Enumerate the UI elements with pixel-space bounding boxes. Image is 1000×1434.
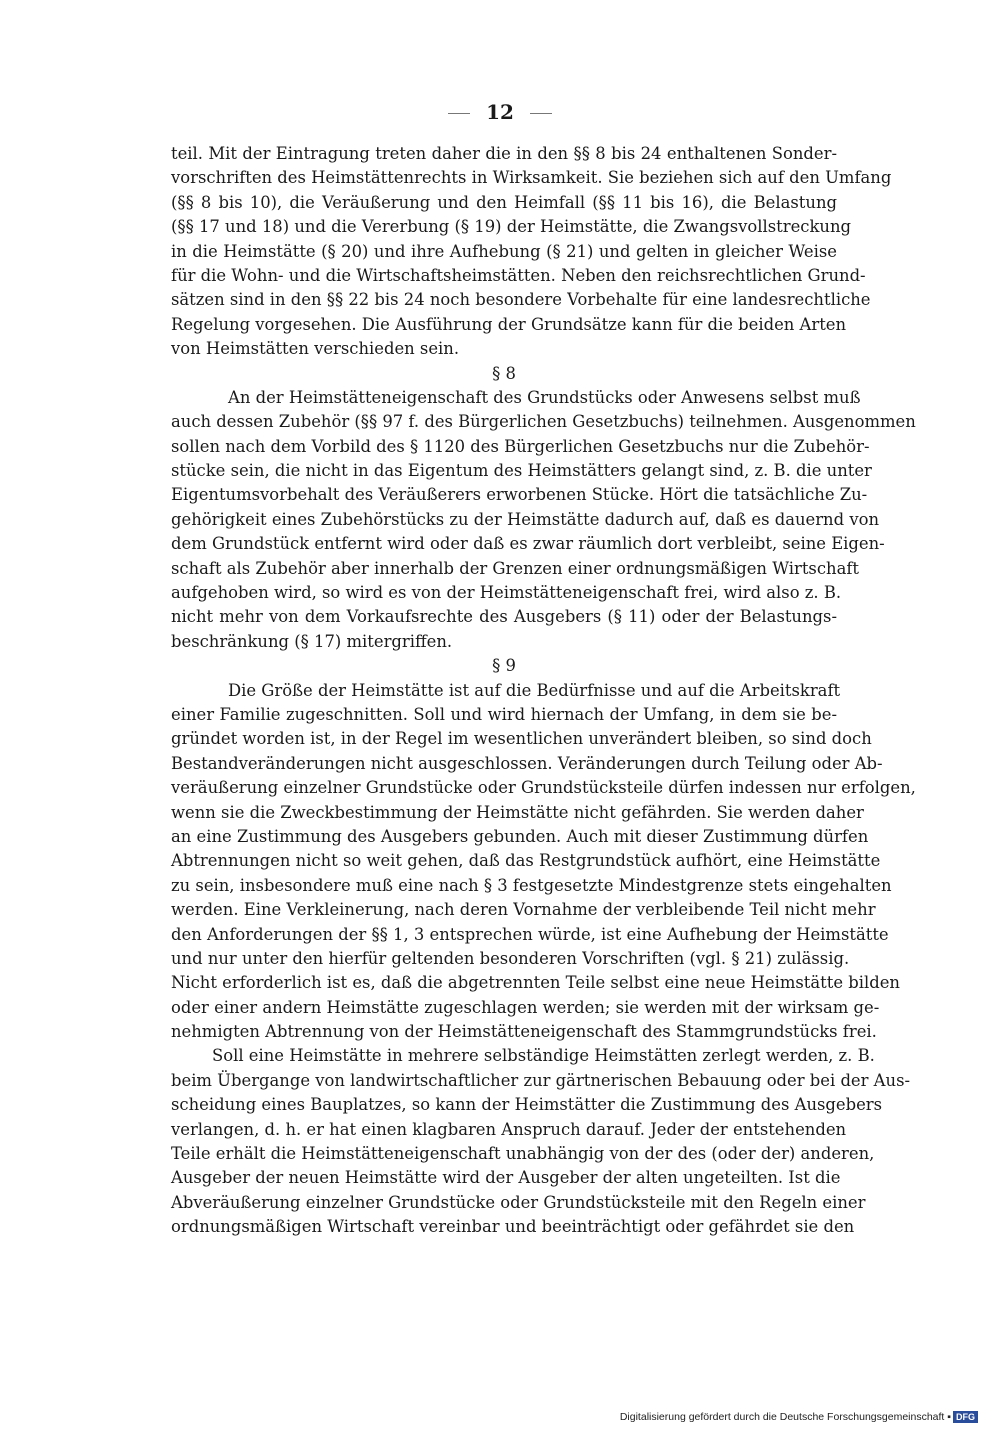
text-line: sollen nach dem Vorbild des § 1120 des Bürgerlichen Gesetzbuchs nur die Zubehör- bbox=[171, 436, 870, 456]
text-line: Regelung vorgesehen. Die Ausführung der Grundsätze kann für die beiden Arten bbox=[171, 314, 847, 334]
footer-text: Digitalisierung gefördert durch die Deutsche Forschungsgemeinschaft bbox=[619, 1411, 945, 1423]
text-line: Nicht erforderlich ist es, daß die abgetrennten Teile selbst eine neue Heimstätte bilden bbox=[171, 973, 900, 993]
text-line: Teile erhält die Heimstätteneigenschaft unabhängig von der des (oder der) anderen, bbox=[171, 1144, 875, 1164]
text-line: veräußerung einzelner Grundstücke oder Grundstücksteile dürfen indessen nur erfolgen, bbox=[171, 778, 916, 798]
header-dash-right bbox=[530, 113, 552, 114]
text-line: teil. Mit der Eintragung treten daher die in den §§ 8 bis 24 enthaltenen Sonder- bbox=[171, 144, 837, 163]
text-line: Abveräußerung einzelner Grundstücke oder Grundstücksteile mit den Regeln einer bbox=[171, 1192, 866, 1212]
text-line: Soll eine Heimstätte in mehrere selbständige Heimstätten zerlegt werden, z. B. bbox=[212, 1046, 875, 1066]
page-header bbox=[0, 100, 1000, 124]
footer-credit: Digitalisierung gefördert durch die Deutsche Forschungsgemeinschaft ▪ DFG bbox=[620, 1411, 978, 1423]
section-heading: § 9 bbox=[492, 656, 516, 676]
text-line: und nur unter den hierfür geltenden besonderen Vorschriften (vgl. § 21) zulässig. bbox=[171, 948, 850, 968]
paragraph bbox=[171, 1044, 911, 1239]
header-dash-left bbox=[448, 113, 470, 114]
text-line: Bestandveränderungen nicht ausgeschlossen. Veränderungen durch Teilung oder Ab- bbox=[171, 753, 883, 773]
page-number: 12 bbox=[486, 100, 514, 124]
text-line: Eigentumsvorbehalt des Veräußerers erworbenen Stücke. Hört die tatsächliche Zu- bbox=[171, 485, 868, 505]
text-line: wenn sie die Zweckbestimmung der Heimstätte nicht gefährden. Sie werden daher bbox=[171, 802, 864, 822]
text-line: nicht mehr von dem Vorkaufsrechte des Ausgebers (§ 11) oder der Belastungs- bbox=[171, 607, 837, 627]
text-line: Abtrennungen nicht so weit gehen, daß das Restgrundstück aufhört, eine Heimstätte bbox=[171, 851, 881, 871]
text-line: an eine Zustimmung des Ausgebers gebunden. Auch mit dieser Zustimmung dürfen bbox=[171, 826, 869, 846]
text-line: vorschriften des Heimstättenrechts in Wirksamkeit. Sie beziehen sich auf den Umfang bbox=[171, 168, 892, 188]
text-line: scheidung eines Bauplatzes, so kann der Heimstätter die Zustimmung des Ausgebers bbox=[171, 1095, 883, 1115]
dfg-logo: DFG bbox=[953, 1411, 978, 1423]
text-line: Ausgeber der neuen Heimstätte wird der Ausgeber der alten ungeteilten. Ist die bbox=[171, 1168, 841, 1188]
text-line: oder einer andern Heimstätte zugeschlagen werden; sie werden mit der wirksam ge- bbox=[171, 997, 880, 1017]
text-line: dem Grundstück entfernt wird oder daß es zwar räumlich dort verbleibt, seine Eigen- bbox=[171, 534, 885, 554]
text-line: werden. Eine Verkleinerung, nach deren Vornahme der verbleibende Teil nicht mehr bbox=[171, 900, 876, 920]
text-line: beschränkung (§ 17) mitergriffen. bbox=[171, 631, 453, 651]
text-line: den Anforderungen der §§ 1, 3 entsprechen würde, ist eine Aufhebung der Heimstätte bbox=[171, 924, 889, 944]
paragraph bbox=[171, 142, 892, 362]
text-line: zu sein, insbesondere muß eine nach § 3 festgesetzte Mindestgrenze stets eingehalten bbox=[171, 875, 892, 895]
section-heading: § 8 bbox=[492, 363, 516, 383]
paragraph bbox=[171, 386, 916, 654]
text-line: ordnungsmäßigen Wirtschaft vereinbar und beeinträchtigt oder gefährdet sie den bbox=[171, 1217, 855, 1237]
text-line: sätzen sind in den §§ 22 bis 24 noch besondere Vorbehalte für eine landesrechtliche bbox=[171, 290, 871, 310]
text-line: schaft als Zubehör aber innerhalb der Grenzen einer ordnungsmäßigen Wirtschaft bbox=[171, 558, 859, 578]
text-line: (§§ 17 und 18) und die Vererbung (§ 19) der Heimstätte, die Zwangsvollstreckung bbox=[171, 217, 852, 237]
text-line: gründet worden ist, in der Regel im wesentlichen unverändert bleiben, so sind doch bbox=[171, 729, 872, 749]
text-line: beim Übergange von landwirtschaftlicher zur gärtnerischen Bebauung oder bei der Aus- bbox=[171, 1070, 911, 1090]
text-line: gehörigkeit eines Zubehörstücks zu der Heimstätte dadurch auf, daß es dauernd von bbox=[171, 509, 879, 529]
text-line: auch dessen Zubehör (§§ 97 f. des Bürgerlichen Gesetzbuchs) teilnehmen. Ausgenommen bbox=[171, 412, 916, 432]
text-line: von Heimstätten verschieden sein. bbox=[171, 339, 460, 359]
text-line: für die Wohn- und die Wirtschaftsheimstätten. Neben den reichsrechtlichen Grund- bbox=[171, 265, 866, 285]
text-line: stücke sein, die nicht in das Eigentum des Heimstätters gelangt sind, z. B. die unter bbox=[171, 461, 872, 481]
text-line: einer Familie zugeschnitten. Soll und wird hiernach der Umfang, in dem sie be- bbox=[171, 704, 837, 724]
text-line: aufgehoben wird, so wird es von der Heimstätteneigenschaft frei, wird also z. B. bbox=[171, 583, 842, 603]
text-line: nehmigten Abtrennung von der Heimstätteneigenschaft des Stammgrundstücks frei. bbox=[171, 1022, 877, 1042]
text-line: in die Heimstätte (§ 20) und ihre Aufhebung (§ 21) und gelten in gleicher Weise bbox=[171, 241, 837, 261]
body-text bbox=[171, 142, 916, 1240]
text-line: verlangen, d. h. er hat einen klagbaren Anspruch darauf. Jeder der entstehenden bbox=[171, 1119, 847, 1139]
text-line: Die Größe der Heimstätte ist auf die Bedürfnisse und auf die Arbeitskraft bbox=[228, 680, 841, 700]
text-line: (§§ 8 bis 10), die Veräußerung und den Heimfall (§§ 11 bis 16), die Belastung bbox=[171, 192, 837, 212]
paragraph bbox=[171, 679, 916, 1045]
text-line: An der Heimstätteneigenschaft des Grundstücks oder Anwesens selbst muß bbox=[228, 387, 861, 407]
